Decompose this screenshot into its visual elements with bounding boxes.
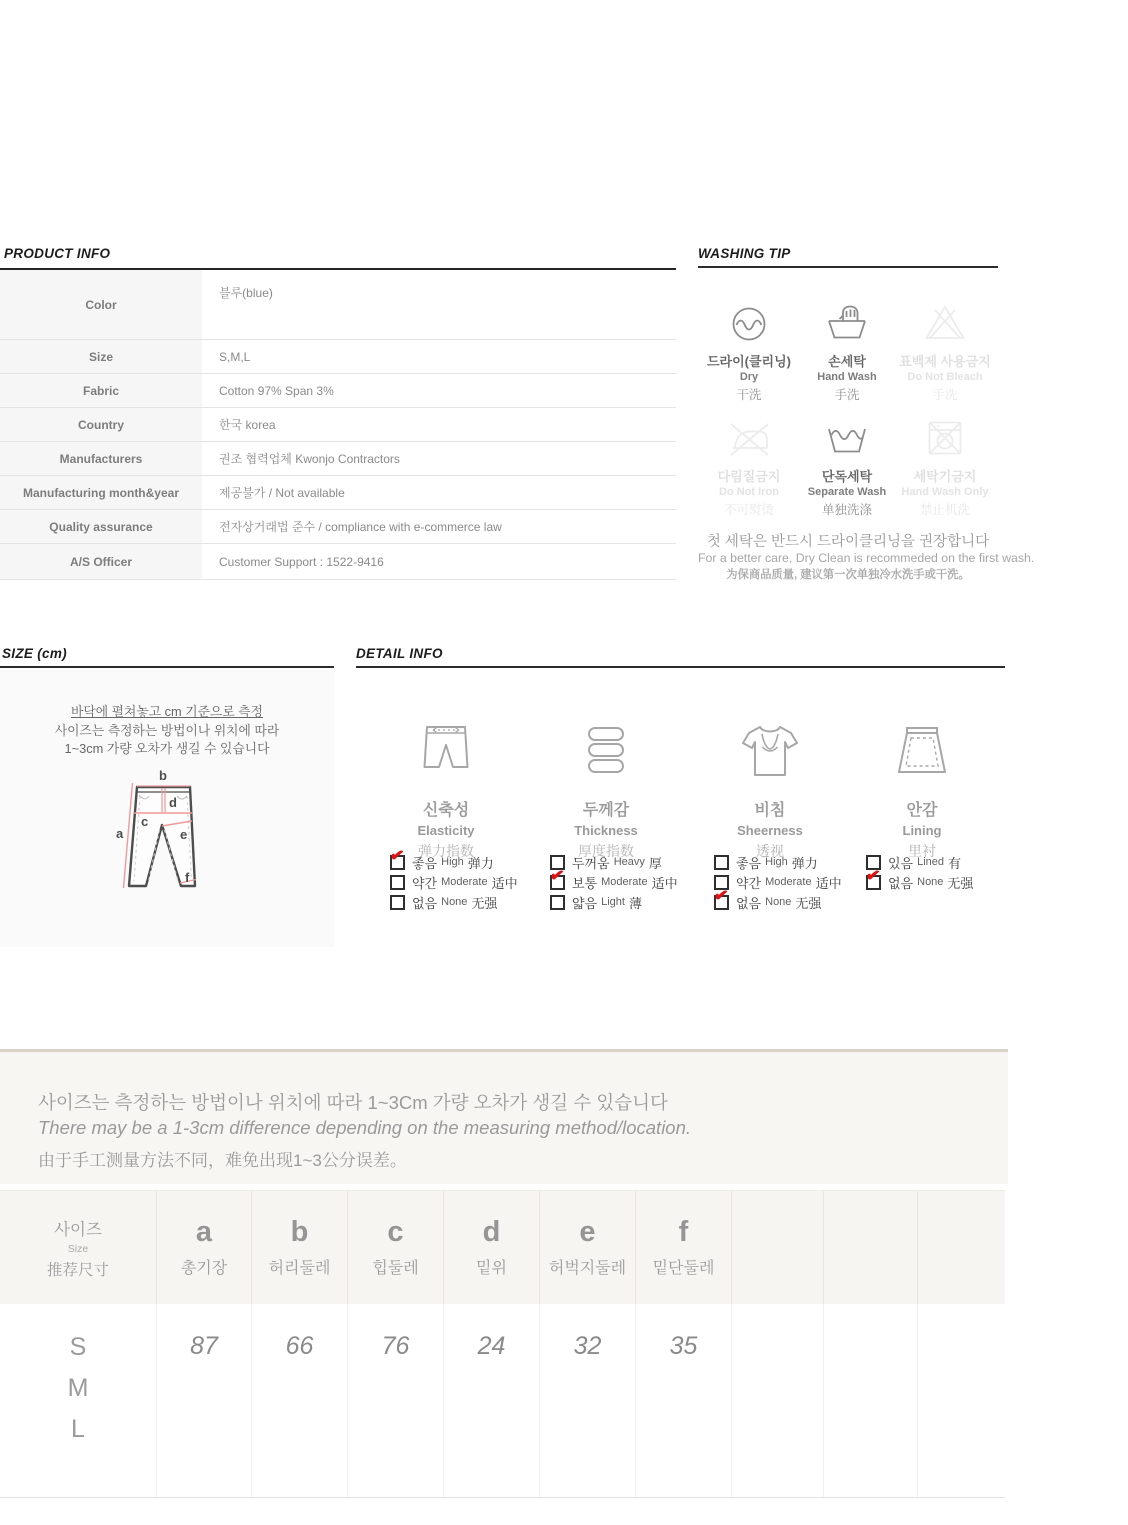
detail-info-title: DETAIL INFO	[356, 646, 443, 661]
row-value: 블루(blue)	[219, 286, 273, 300]
sheerness-options	[714, 852, 842, 912]
row-value: 권조 협력업체 Kwonjo Contractors	[219, 452, 400, 466]
option-en: None	[917, 876, 944, 888]
care-item-do-not-iron	[700, 415, 798, 518]
detail-title-kr: 비침	[754, 802, 786, 819]
detail-col-elasticity	[366, 715, 526, 861]
row-value: 전자상거래법 준수 / compliance with e-commerce law	[219, 520, 502, 534]
option-kr: 약간	[412, 875, 438, 891]
care-label-kr: 다림질금지	[717, 469, 781, 484]
cell-sizes	[0, 1304, 157, 1497]
option-kr: 두꺼움	[572, 855, 610, 871]
checkbox-icon	[548, 864, 566, 890]
detail-col-lining	[842, 715, 1002, 861]
measure-note-line2: 사이즈는 측정하는 방법이나 위치에 따라	[54, 723, 280, 738]
row-label: Size	[0, 340, 202, 373]
table-row	[0, 270, 676, 340]
option-kr: 보통	[572, 875, 598, 891]
col-letter: c	[387, 1216, 404, 1248]
cell-value-d: 24	[444, 1304, 540, 1497]
care-label-en: Do Not Bleach	[907, 371, 983, 383]
option-zh: 无强	[947, 875, 974, 891]
option-zh: 薄	[628, 895, 642, 911]
pants-measure-diagram	[92, 755, 242, 900]
option-en: High	[441, 856, 464, 868]
care-item-no-machine-wash	[896, 415, 994, 518]
skirt-lining-icon	[842, 715, 1002, 789]
no-machine-wash-icon	[896, 415, 994, 461]
row-label: Color	[0, 270, 202, 339]
divider	[0, 666, 334, 668]
header-cell-f	[636, 1191, 732, 1304]
row-label: Quality assurance	[0, 510, 202, 543]
header-cell-empty	[732, 1191, 824, 1304]
red-check-icon: ✔	[712, 884, 730, 906]
option-zh: 厚	[648, 855, 662, 871]
option-row	[548, 864, 678, 892]
row-value: Customer Support : 1522-9416	[219, 554, 384, 569]
measure-note-line3: 1~3cm 가량 오차가 생길 수 있습니다	[64, 741, 270, 756]
header-cell-e	[540, 1191, 636, 1304]
header-size-en: Size	[67, 1242, 89, 1255]
checkbox-icon	[388, 844, 406, 870]
detail-title-zh: 厚度指数	[578, 843, 634, 859]
care-label-en: Hand Wash Only	[901, 486, 989, 498]
washing-tip-title: WASHING TIP	[698, 246, 791, 261]
col-kr: 허리둘레	[268, 1260, 331, 1277]
option-row	[550, 852, 678, 872]
size-s: S	[69, 1333, 87, 1361]
care-item-separate-wash	[798, 415, 896, 518]
row-label: Manufacturers	[0, 442, 202, 475]
notice-kr: 사이즈는 측정하는 방법이나 위치에 따라 1~3Cm 가량 오차가 생길 수 있습니다	[38, 1092, 668, 1113]
table-row	[0, 510, 676, 544]
notice-en: There may be a 1-3cm difference depending on the measuring method/location.	[38, 1117, 692, 1138]
care-label-zh: 手洗	[932, 388, 958, 402]
separate-wash-icon	[798, 415, 896, 461]
header-cell-d	[444, 1191, 540, 1304]
notice-zh: 由于手工测量方法不同，难免出现1~3公分误差。	[38, 1151, 407, 1170]
option-row	[390, 892, 518, 912]
care-label-zh: 干洗	[736, 388, 762, 402]
care-label-en: Hand Wash	[817, 371, 877, 383]
care-label-kr: 드라이(클리닝)	[706, 354, 791, 369]
care-label-en: Dry	[739, 371, 759, 383]
option-kr: 약간	[736, 875, 762, 891]
table-row	[0, 442, 676, 476]
option-zh: 适中	[491, 875, 518, 891]
detail-col-thickness	[526, 715, 686, 861]
product-info-title: PRODUCT INFO	[4, 246, 111, 261]
washing-note-en: For a better care, Dry Clean is recommeded on the first wash.	[698, 551, 1035, 565]
option-zh: 弹力	[791, 855, 818, 871]
care-label-kr: 단독세탁	[821, 469, 873, 484]
option-kr: 좋음	[412, 855, 438, 871]
option-kr: 얇음	[572, 895, 598, 911]
do-not-bleach-icon	[896, 300, 994, 346]
size-chart-body	[0, 1304, 1005, 1498]
option-zh: 适中	[651, 875, 678, 891]
table-row	[0, 476, 676, 510]
detail-col-sheerness	[690, 715, 850, 861]
detail-title-kr: 신축성	[422, 802, 470, 819]
option-row	[712, 884, 842, 912]
measure-label-e: e	[180, 827, 188, 842]
sheer-top-icon	[690, 715, 850, 789]
option-en: None	[765, 896, 792, 908]
table-row	[0, 340, 676, 374]
hand-wash-icon	[798, 300, 896, 346]
lining-options	[866, 852, 973, 892]
col-letter: f	[678, 1216, 689, 1248]
col-kr: 밑위	[476, 1260, 507, 1277]
size-cm-title: SIZE (cm)	[2, 646, 67, 661]
detail-title-zh: 弹力指数	[418, 843, 474, 859]
product-info-table	[0, 268, 676, 580]
option-row	[866, 852, 973, 872]
col-kr: 힙둘레	[372, 1260, 419, 1277]
table-row	[0, 408, 676, 442]
size-measure-box	[0, 670, 334, 947]
row-label: A/S Officer	[0, 544, 202, 579]
col-letter: b	[290, 1216, 309, 1248]
cell-empty	[732, 1304, 824, 1497]
checkbox-icon	[864, 864, 882, 890]
red-check-icon: ✔	[548, 864, 566, 886]
measure-note-line1: 바닥에 펼쳐놓고 cm 기준으로 측정	[71, 704, 263, 719]
detail-title-en: Elasticity	[417, 823, 475, 838]
option-kr: 없음	[736, 895, 762, 911]
cell-value-e: 32	[540, 1304, 636, 1497]
measure-label-d: d	[169, 795, 177, 810]
size-chart-header	[0, 1190, 1005, 1304]
option-en: None	[441, 896, 468, 908]
checkbox-icon	[714, 855, 729, 870]
care-label-zh: 不可熨烫	[723, 503, 774, 517]
row-value: 한국 korea	[219, 418, 276, 432]
detail-title-en: Lining	[902, 823, 942, 838]
cell-value-b: 66	[252, 1304, 348, 1497]
col-kr: 허벅지둘레	[548, 1260, 627, 1277]
checkbox-icon	[390, 895, 405, 910]
header-cell-size	[0, 1191, 157, 1304]
header-size-kr: 사이즈	[54, 1220, 102, 1239]
option-kr: 좋음	[736, 855, 762, 871]
row-value: Cotton 97% Span 3%	[219, 383, 334, 398]
thickness-options	[550, 852, 678, 912]
fabric-layers-icon	[526, 715, 686, 789]
care-item-hand-wash	[798, 300, 896, 403]
detail-title-zh: 透视	[756, 843, 784, 859]
measure-label-b: b	[159, 768, 167, 783]
option-zh: 无强	[471, 895, 498, 911]
care-label-zh: 禁止机洗	[919, 503, 970, 517]
option-row	[390, 872, 518, 892]
cell-value-a: 87	[157, 1304, 252, 1497]
option-en: Lined	[917, 856, 945, 868]
option-en: Moderate	[765, 876, 812, 888]
cell-empty	[918, 1304, 1005, 1497]
washing-note-zh: 为保商品质量, 建议第一次单独冷水洗手或干洗。	[726, 569, 970, 581]
measure-label-a: a	[116, 826, 124, 841]
col-letter: d	[482, 1216, 501, 1248]
option-en: Moderate	[441, 876, 488, 888]
col-kr: 밑단둘레	[652, 1260, 715, 1277]
header-cell-c	[348, 1191, 444, 1304]
care-label-zh: 手洗	[834, 388, 860, 402]
do-not-iron-icon	[700, 415, 798, 461]
option-row	[864, 864, 974, 892]
care-item-do-not-bleach	[896, 300, 994, 403]
option-kr: 없음	[412, 895, 438, 911]
care-label-zh: 单独洗涤	[821, 503, 872, 517]
size-m: M	[67, 1374, 89, 1402]
table-row	[0, 544, 676, 580]
measure-label-c: c	[141, 814, 149, 829]
size-l: L	[71, 1415, 85, 1443]
header-cell-a	[157, 1191, 252, 1304]
red-check-icon: ✔	[864, 864, 882, 886]
care-label-en: Separate Wash	[807, 486, 887, 498]
detail-title-en: Sheerness	[737, 823, 803, 838]
header-size-zh: 推荐尺寸	[46, 1261, 109, 1279]
option-zh: 适中	[815, 875, 842, 891]
option-zh: 无强	[795, 895, 822, 911]
row-label: Fabric	[0, 374, 202, 407]
option-en: Heavy	[613, 856, 645, 868]
detail-title-en: Thickness	[574, 823, 638, 838]
option-kr: 없음	[888, 875, 914, 891]
option-kr: 있음	[888, 855, 914, 871]
option-zh: 弹力	[467, 855, 494, 871]
cell-value-f: 35	[636, 1304, 732, 1497]
table-row	[0, 374, 676, 408]
detail-title-kr: 두께감	[582, 802, 630, 819]
option-row	[714, 852, 842, 872]
header-cell-b	[252, 1191, 348, 1304]
option-row	[714, 872, 842, 892]
col-letter: e	[579, 1216, 596, 1248]
row-label: Manufacturing month&year	[0, 476, 202, 509]
divider	[356, 666, 1005, 668]
header-cell-empty	[824, 1191, 918, 1304]
cell-empty	[824, 1304, 918, 1497]
red-check-icon: ✔	[388, 844, 406, 866]
care-label-kr: 표백제 사용금지	[899, 354, 991, 369]
measure-label-f: f	[185, 870, 190, 885]
option-en: Light	[601, 896, 625, 908]
care-label-en: Do Not Iron	[719, 486, 779, 498]
col-letter: a	[195, 1216, 213, 1248]
dry-clean-icon	[700, 300, 798, 346]
care-item-dry	[700, 300, 798, 403]
row-label: Country	[0, 408, 202, 441]
divider	[698, 266, 998, 268]
option-en: High	[765, 856, 788, 868]
option-zh: 有	[948, 855, 962, 871]
care-label-kr: 손세탁	[828, 354, 866, 369]
detail-title-zh: 里衬	[908, 843, 936, 859]
option-en: Moderate	[601, 876, 648, 888]
row-value: S,M,L	[219, 349, 251, 364]
washing-note-kr: 첫 세탁은 반드시 드라이클리닝을 권장합니다	[706, 534, 990, 550]
checkbox-icon	[712, 884, 730, 910]
size-chart-table	[0, 1190, 1005, 1498]
pants-stretch-icon	[366, 715, 526, 789]
cell-value-c: 76	[348, 1304, 444, 1497]
detail-title-kr: 안감	[906, 802, 938, 819]
size-tolerance-notice	[0, 1049, 1008, 1184]
option-row	[550, 892, 678, 912]
col-kr: 총기장	[180, 1260, 228, 1277]
care-label-kr: 세탁기금지	[913, 469, 977, 484]
checkbox-icon	[390, 875, 405, 890]
row-value: 제공불가 / Not available	[219, 486, 345, 500]
header-cell-empty	[918, 1191, 1005, 1304]
checkbox-icon	[550, 895, 565, 910]
